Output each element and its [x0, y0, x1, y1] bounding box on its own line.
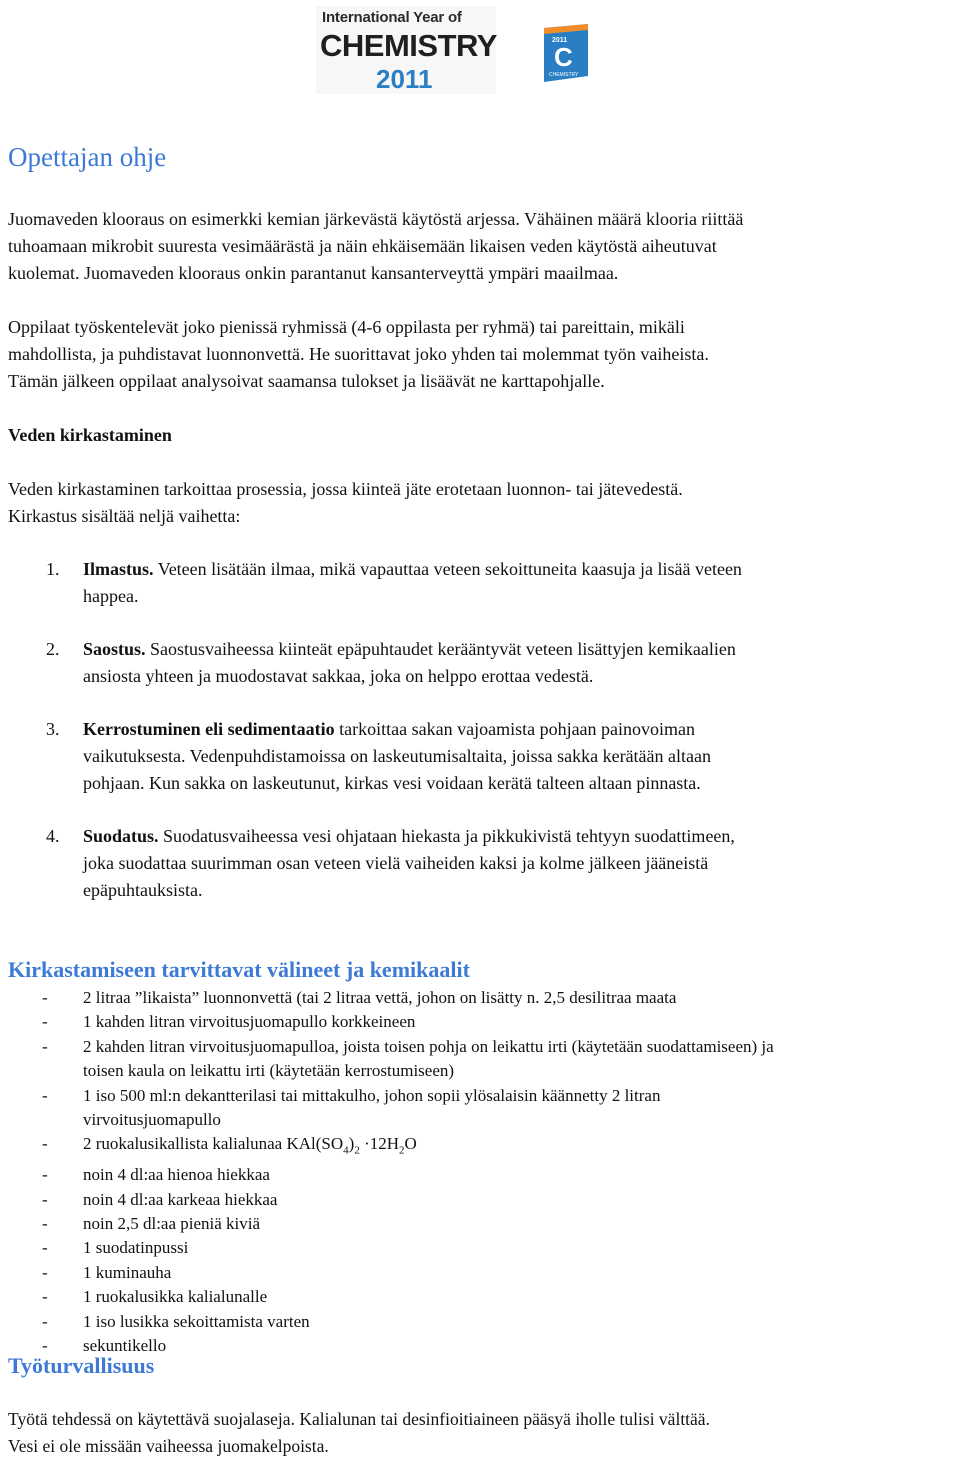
logo-line-year: 2011	[376, 64, 433, 94]
step-line: epäpuhtauksista.	[83, 880, 203, 900]
list-item	[0, 1236, 955, 1260]
step-text	[83, 823, 943, 904]
intro-line: Juomaveden klooraus on esimerkki kemian järkevästä käytöstä arjessa. Vähäinen määrä klooria riittää	[8, 209, 744, 229]
intro-line: tuhoamaan mikrobit suuresta vesimäärästä ja näin ehkäisemään likaisen veden käytöstä aiheutuvat	[8, 236, 717, 256]
materials-heading: Kirkastamiseen tarvittavat välineet ja kemikaalit	[8, 957, 470, 982]
list-item	[0, 1010, 955, 1034]
step-line: Veteen lisätään ilmaa, mikä vapauttaa veteen sekoittuneita kaasuja ja lisää veteen	[153, 559, 742, 579]
list-dash: -	[42, 1262, 48, 1282]
clarification-heading: Veden kirkastaminen	[8, 425, 172, 445]
groups-line: Oppilaat työskentelevät joko pienissä ryhmissä (4-6 oppilasta per ryhmä) tai pareittain, mikäli	[8, 317, 685, 337]
intro-paragraph	[8, 206, 956, 287]
list-dash: -	[42, 1012, 48, 1032]
list-item-text: toisen kaula on leikattu irti (käytetään kerrostumiseen)	[83, 1061, 455, 1081]
step-term: Kerrostuminen eli sedimentaatio	[83, 719, 335, 739]
list-item	[0, 986, 955, 1010]
list-item	[0, 1084, 955, 1133]
list-item-text: sekuntikello	[83, 1336, 167, 1356]
step-text	[83, 636, 943, 690]
list-dash: -	[42, 1214, 48, 1234]
step-line: vaikutuksesta. Vedenpuhdistamoissa on laskeutumisaltaita, joissa sakka kerätään altaan	[83, 746, 712, 766]
list-item	[0, 1310, 955, 1334]
step-number: 4.	[46, 826, 60, 846]
chemistry-badge-icon	[540, 22, 592, 84]
groups-line: mahdollista, ja puhdistavat luonnonvettä. He suorittavat joko yhden tai molemmat työn vaiheista.	[8, 344, 709, 364]
list-item-text: 1 ruokalusikka kalialunalle	[83, 1287, 268, 1307]
list-item-text: 2 ruokalusikallista kalialunaa $KAl(SO_4)_2 \cdot 12H_2O$	[83, 1134, 417, 1157]
page-title: Opettajan ohje	[8, 142, 167, 172]
step-text	[83, 716, 943, 797]
safety-paragraph	[8, 1406, 956, 1460]
logo-line-international: International Year of	[322, 9, 462, 26]
step-term: Saostus.	[83, 639, 146, 659]
list-dash: -	[42, 1134, 48, 1154]
step-line: happea.	[83, 586, 139, 606]
list-item-text: noin 2,5 dl:aa pieniä kiviä	[83, 1214, 261, 1234]
list-item-text: 2 kahden litran virvoitusjuomapulloa, joista toisen pohja on leikattu irti (käytetään suodattamiseen) ja	[83, 1036, 774, 1056]
list-item	[0, 1261, 955, 1285]
list-item-text: noin 4 dl:aa hienoa hiekkaa	[83, 1165, 270, 1185]
list-dash: -	[42, 1238, 48, 1258]
list-item	[0, 1035, 955, 1084]
step-line: Saostusvaiheessa kiinteät epäpuhtaudet kerääntyvät veteen lisättyjen kemikaalien	[145, 639, 736, 659]
safety-heading: Työturvallisuus	[8, 1353, 155, 1378]
definition-line: Kirkastus sisältää neljä vaihetta:	[8, 506, 241, 526]
iyc-logo	[316, 6, 496, 94]
list-dash: -	[42, 1165, 48, 1185]
list-item-text: noin 4 dl:aa karkeaa hiekkaa	[83, 1189, 278, 1209]
list-item-text: 1 kuminauha	[83, 1262, 172, 1282]
list-dash: -	[42, 1036, 48, 1056]
badge-year: 2011	[552, 37, 568, 44]
list-item	[0, 1285, 955, 1309]
list-dash: -	[42, 988, 48, 1007]
list-item-text: 1 suodatinpussi	[83, 1238, 189, 1258]
step-term: Ilmastus.	[83, 559, 154, 579]
list-item-alum	[0, 1132, 955, 1163]
safety-line: Vesi ei ole missään vaiheessa juomakelpoista.	[8, 1436, 329, 1456]
list-item-text: 1 iso 500 ml:n dekantterilasi tai mittakulho, johon sopii ylösalaisin käännetty 2 litran	[83, 1085, 661, 1105]
list-item-text: 2 litraa ”likaista” luonnonvettä (tai 2 litraa vettä, johon on lisätty n. 2,5 desilitraa maata	[83, 988, 677, 1007]
badge-letter: C	[554, 42, 573, 72]
list-dash: -	[42, 1311, 48, 1331]
step-number: 2.	[46, 639, 60, 659]
list-item-text: 1 iso lusikka sekoittamista varten	[83, 1311, 310, 1331]
materials-list	[0, 986, 955, 1358]
definition-line: Veden kirkastaminen tarkoittaa prosessia, jossa kiinteä jäte erotetaan luonnon- tai jätevedestä.	[8, 479, 683, 499]
badge-word: CHEMISTRY	[549, 72, 579, 78]
safety-line: Työtä tehdessä on käytettävä suojalaseja. Kalialunan tai desinfioitiaineen pääsyä iholle tulisi välttää.	[8, 1409, 710, 1429]
list-dash: -	[42, 1336, 48, 1356]
list-item	[0, 1188, 955, 1212]
step-number: 1.	[46, 559, 60, 579]
definition-paragraph	[8, 476, 956, 530]
step-term: Suodatus.	[83, 826, 159, 846]
step-line: tarkoittaa sakan vajoamista pohjaan painovoiman	[334, 719, 696, 739]
logo-line-chemistry: CHEMISTRY	[320, 28, 497, 63]
list-item-text: virvoitusjuomapullo	[83, 1110, 221, 1130]
groups-paragraph	[8, 314, 956, 395]
step-text	[83, 556, 943, 610]
list-item	[0, 1212, 955, 1236]
step-number: 3.	[46, 719, 60, 739]
list-dash: -	[42, 1189, 48, 1209]
step-line: ansiosta yhteen ja muodostavat sakkaa, joka on helppo erottaa vedestä.	[83, 666, 594, 686]
step-line: Suodatusvaiheessa vesi ohjataan hiekasta ja pikkukivistä tehtyyn suodattimeen,	[158, 826, 735, 846]
groups-line: Tämän jälkeen oppilaat analysoivat saamansa tulokset ja lisäävät ne karttapohjalle.	[8, 371, 605, 391]
step-line: joka suodattaa suurimman osan veteen vielä vaiheiden kaksi ja kolme jälkeen jääneistä	[83, 853, 709, 873]
list-item	[0, 1163, 955, 1187]
list-dash: -	[42, 1287, 48, 1307]
intro-line: kuolemat. Juomaveden klooraus onkin parantanut kansanterveyttä ympäri maailmaa.	[8, 263, 619, 283]
list-item-text: 1 kahden litran virvoitusjuomapullo korkkeineen	[83, 1012, 416, 1032]
step-line: pohjaan. Kun sakka on laskeutunut, kirkas vesi voidaan kerätä talteen altaan pinnasta.	[83, 773, 701, 793]
list-dash: -	[42, 1085, 48, 1105]
